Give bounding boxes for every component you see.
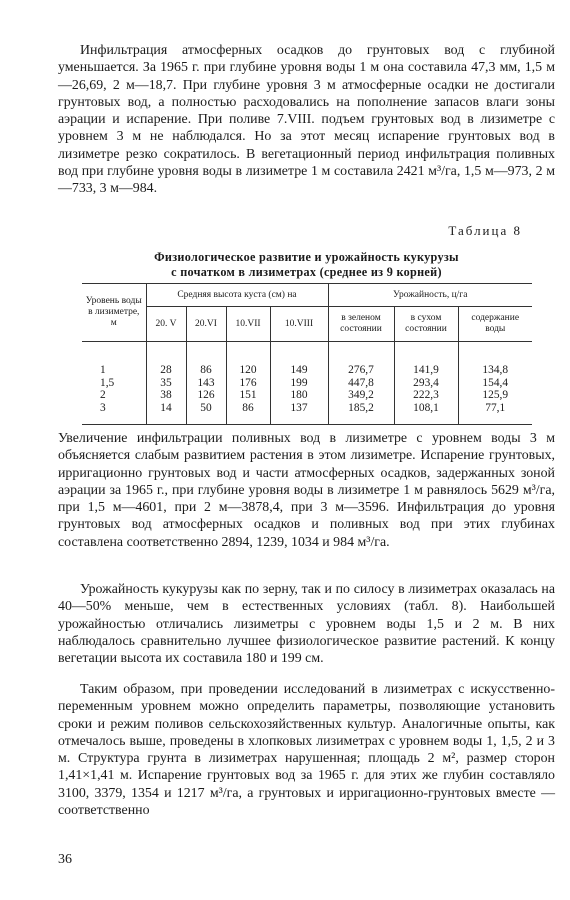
cell-water bbox=[458, 342, 532, 425]
cell: 35 bbox=[160, 376, 172, 389]
page-number: 36 bbox=[58, 852, 72, 867]
cell: 86 bbox=[242, 401, 254, 414]
cell: 28 bbox=[160, 364, 172, 376]
header-group-height: Средняя высота куста (см) на bbox=[146, 284, 328, 307]
header-dry: в сухом состоянии bbox=[394, 307, 458, 342]
table-container bbox=[82, 283, 532, 425]
cell: 447,8 bbox=[348, 376, 374, 389]
header-group-yield: Урожайность, ц/га bbox=[328, 284, 532, 307]
cell: 149 bbox=[290, 364, 308, 376]
paragraph-infiltration: Инфильтрация атмосферных осадков до грунтовых вод с глубиной уменьшается. За 1965 г. при глубине уровня воды 1 м она составила 47,3 мм, 1,5 м—26,69, 2 м—18,7. При глубине уровня 3 м атмосферные осадки не достигали грунтовых вод, а полностью расходовались на пополнение запасов влаги зоны аэрации и испарение. При поливе 7.VIII. подъем грунтовых вод в лизиметре с уровнем 3 м не наблюдался. Но за этот месяц испарение грунтовых вод в лизиметре резко сократилось. В вегетационный период инфильтрация поливных вод при глубине уровня воды в лизиметре 1 м составила 2421 м³/га, 1,5 м—973, 2 м—733, 3 м—984. bbox=[58, 43, 555, 197]
cell: 3 bbox=[100, 401, 106, 414]
cell: 50 bbox=[200, 401, 212, 414]
table-title bbox=[58, 250, 555, 279]
cell: 1 bbox=[100, 364, 106, 376]
data-table bbox=[82, 283, 532, 425]
cell: 176 bbox=[239, 376, 257, 389]
paragraph-infiltration-increase: Увеличение инфильтрации поливных вод в лизиметре с уровнем воды 3 м объясняется слабым развитием растения в этом лизиметре. Испарение грунтовых, ирригационно грунтовых вод и части атмосферных осадков, задержанных зоной аэрации за 1965 г., при глубине уровня воды в лизиметре 1 м равнялось 5629 м³/га, при 1,5 м—4601, при 2 м—3878,4, при 3 м—3596. Инфильтрация до уровня грунтовых вод атмосферных осадков и поливных вод при этих глубинах составлена соответственно 2894, 1239, 1034 и 984 м³/га. bbox=[58, 431, 555, 550]
cell: 120 bbox=[239, 364, 257, 376]
paragraph-yield: Урожайность кукурузы как по зерну, так и по силосу в лизиметрах оказалась на 40—50% меньше, чем в естественных условиях (табл. 8). Наибольшей урожайностью отличались лизиметры с уровнем воды 1,5 и 2 м. В них наблюдалось сравнительно лучшее физиологическое развитие растений. К концу вегетации высота их составила 180 и 199 см. bbox=[58, 582, 555, 667]
cell: 141,9 bbox=[413, 364, 439, 376]
header-level: Уровень воды в лизиметре, м bbox=[82, 284, 146, 342]
cell: 108,1 bbox=[413, 401, 439, 414]
header-green: в зеленом состоянии bbox=[328, 307, 394, 342]
header-date: 20. V bbox=[146, 307, 186, 342]
table-title-line-1: Физиологическое развитие и урожайность кукурузы bbox=[154, 250, 459, 264]
cell: 137 bbox=[290, 401, 308, 414]
cell-green bbox=[328, 342, 394, 425]
cell-d3 bbox=[226, 342, 270, 425]
cell: 199 bbox=[290, 376, 308, 389]
cell: 38 bbox=[160, 389, 172, 401]
cell: 154,4 bbox=[482, 376, 509, 389]
table-body-row bbox=[82, 342, 532, 425]
header-date: 10.VIII bbox=[270, 307, 328, 342]
cell: 77,1 bbox=[485, 401, 506, 414]
cell: 276,7 bbox=[348, 364, 374, 376]
cell-levels bbox=[82, 342, 146, 425]
cell: 14 bbox=[160, 401, 172, 414]
cell: 1,5 bbox=[100, 376, 115, 389]
cell-dry bbox=[394, 342, 458, 425]
cell: 349,2 bbox=[348, 389, 374, 401]
cell: 185,2 bbox=[348, 401, 374, 414]
paragraph-conclusion: Таким образом, при проведении исследований в лизиметрах с искусственно-переменным уровнем можно определить параметры, позволяющие установить сроки и режим поливов сельскохозяйственных культур. Аналогичные опыты, как отмечалось выше, проведены в хлопковых лизиметрах с уровнем воды 1, 1,5, 2 и 3 м. Структура грунта в лизиметрах нарушенная; площадь 2 м², размер сторон 1,41×1,41 м. Испарение грунтовых вод за 1965 г. для этих же глубин составляло 3100, 3379, 1354 и 1217 м³/га, а грунтовых и ирригационно-грунтовых вместе — соответственно bbox=[58, 682, 555, 819]
cell: 126 bbox=[197, 389, 215, 401]
header-water: содержание воды bbox=[458, 307, 532, 342]
table-title-line-2: с початком в лизиметрах (среднее из 9 корней) bbox=[171, 264, 442, 279]
cell-d2 bbox=[186, 342, 226, 425]
cell: 134,8 bbox=[482, 364, 509, 376]
header-date: 10.VII bbox=[226, 307, 270, 342]
cell: 222,3 bbox=[413, 389, 439, 401]
cell: 2 bbox=[100, 389, 106, 401]
cell-d4 bbox=[270, 342, 328, 425]
cell: 151 bbox=[239, 389, 257, 401]
table-label: Таблица 8 bbox=[448, 223, 522, 238]
cell: 86 bbox=[200, 364, 212, 376]
header-date: 20.VI bbox=[186, 307, 226, 342]
cell-d1 bbox=[146, 342, 186, 425]
cell: 180 bbox=[290, 389, 308, 401]
cell: 143 bbox=[197, 376, 215, 389]
cell: 293,4 bbox=[413, 376, 439, 389]
cell: 125,9 bbox=[482, 389, 509, 401]
